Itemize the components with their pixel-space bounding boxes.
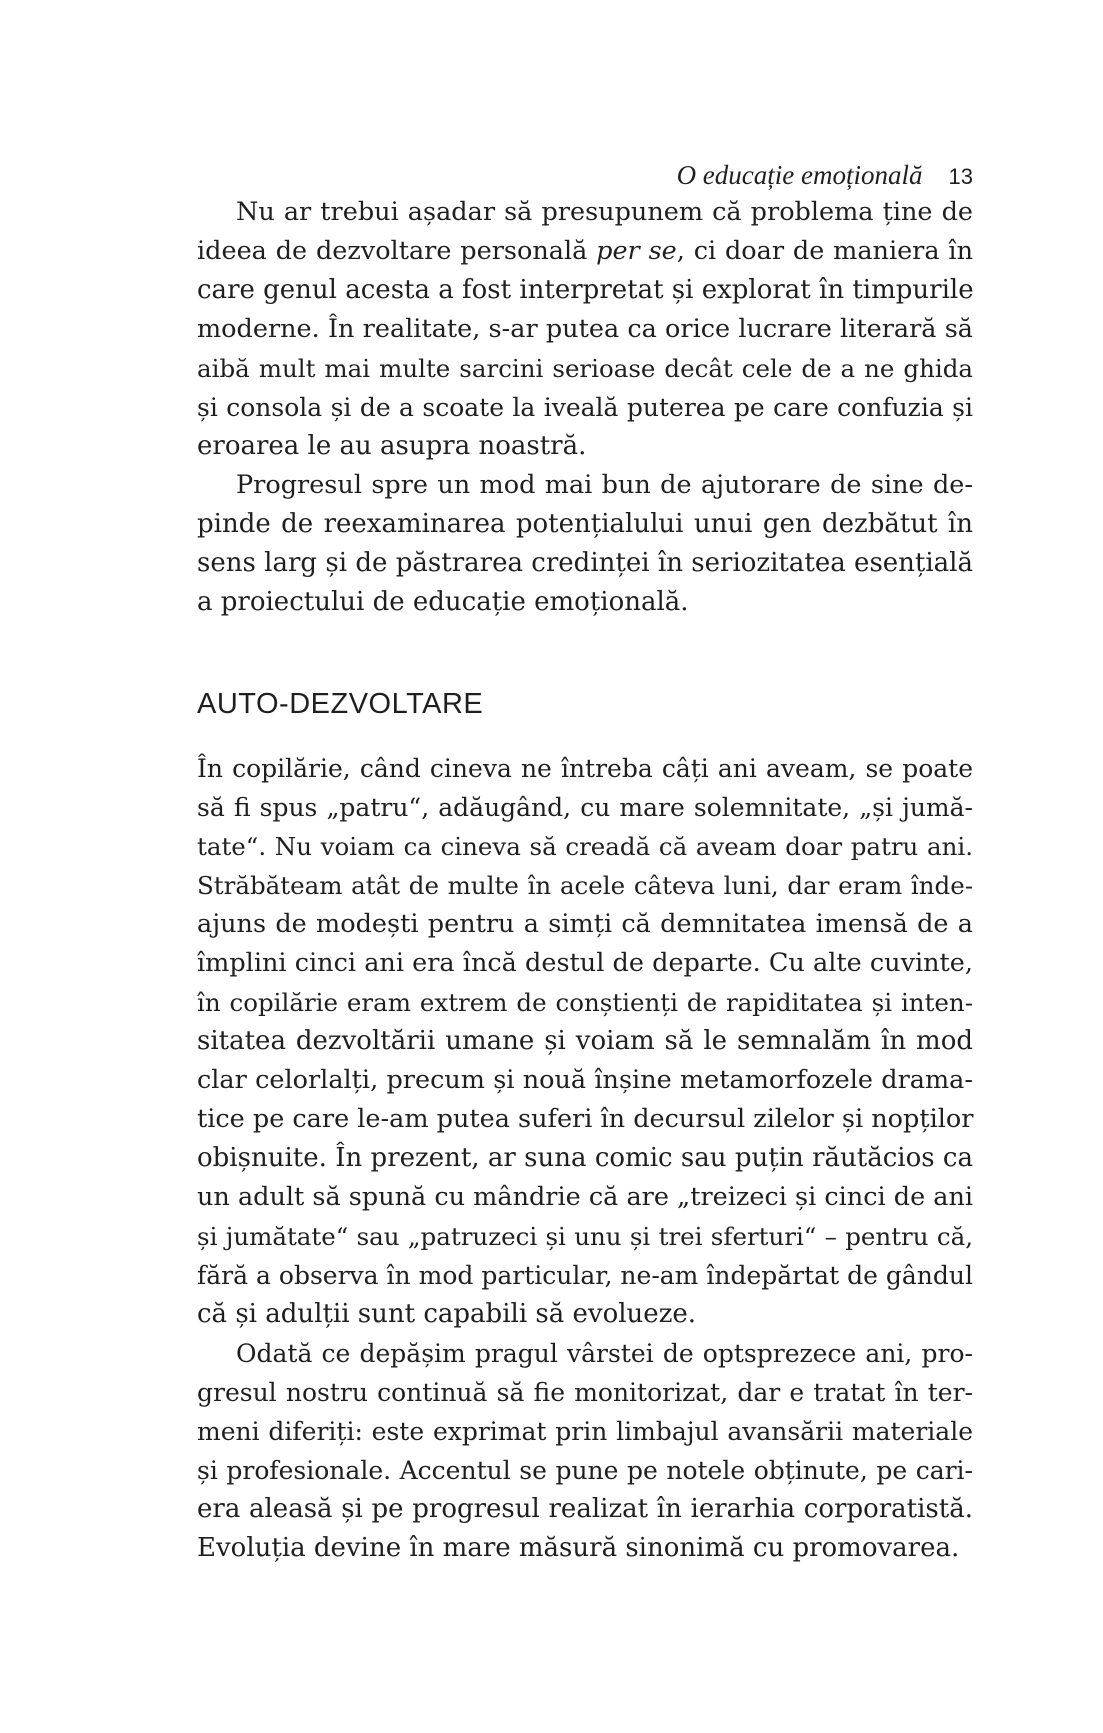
paragraph-line: și consola și de a scoate la iveală puterea pe care confuzia și <box>197 393 973 422</box>
paragraph-line: În copilărie, când cineva ne întreba câți ani aveam, se poate <box>197 754 973 783</box>
paragraph-line: eroarea le au asupra noastră. <box>197 431 587 461</box>
paragraph-line: să fi spus „patru“, adăugând, cu mare solemnitate, „și jumă- <box>197 793 973 822</box>
paragraph-line: sens larg și de păstrarea credinței în seriozitatea esențială <box>197 548 973 578</box>
paragraph-line: tice pe care le-am putea suferi în decursul zilelor și nopților <box>197 1104 974 1134</box>
paragraph-line: Străbăteam atât de multe în acele câteva luni, dar eram înde- <box>197 871 973 900</box>
paragraph-line: obișnuite. În prezent, ar suna comic sau puțin răutăcios ca <box>197 1143 973 1173</box>
paragraph-line: Progresul spre un mod mai bun de ajutorare de sine de- <box>236 470 973 500</box>
paragraph-line: fără a observa în mod particular, ne-am îndepărtat de gândul <box>197 1261 973 1290</box>
running-head-title: O educație emoțională <box>676 160 923 190</box>
paragraph-line: împlini cinci ani era încă destul de departe. Cu alte cuvinte, <box>197 948 973 978</box>
paragraph-line: aibă mult mai multe sarcini serioase decât cele de a ne ghida <box>197 354 973 383</box>
paragraph-line: și profesionale. Accentul se pune pe notele obținute, pe cari- <box>197 1456 973 1485</box>
paragraph-line: gresul nostru continuă să fie monitorizat, dar e tratat în ter- <box>197 1378 973 1407</box>
paragraph-line: tate“. Nu voiam ca cineva să creadă că aveam doar patru ani. <box>197 832 973 861</box>
section-heading: AUTO-DEZVOLTARE <box>197 688 484 720</box>
running-head <box>197 158 973 194</box>
page-number: 13 <box>948 164 973 189</box>
italic-phrase: per se <box>596 236 677 266</box>
paragraph-line: Evoluția devine în mare măsură sinonimă cu promovarea. <box>197 1533 960 1563</box>
paragraph-line: că și adulții sunt capabili să evolueze. <box>197 1299 697 1329</box>
paragraph-line: moderne. În realitate, s-ar putea ca orice lucrare literară să <box>197 314 973 344</box>
paragraph-line: clar celorlalți, precum și nouă înșine metamorfozele drama- <box>197 1065 973 1095</box>
paragraph-line: și jumătate“ sau „patruzeci și unu și trei sferturi“ – pentru că, <box>197 1222 973 1251</box>
paragraph-line: a proiectului de educație emoțională. <box>197 587 689 617</box>
paragraph-line <box>197 232 973 271</box>
paragraph-line: ajuns de modești pentru a simți că demnitatea imensă de a <box>197 909 973 939</box>
paragraph-line: pinde de reexaminarea potențialului unui gen dezbătut în <box>197 509 973 539</box>
paragraph-line: Odată ce depășim pragul vârstei de optsprezece ani, pro- <box>236 1339 973 1368</box>
paragraph-line: care genul acesta a fost interpretat și explorat în timpurile <box>197 275 974 305</box>
paragraph-line: sitatea dezvoltării umane și voiam să le semnalăm în mod <box>197 1026 973 1056</box>
paragraph-line: era aleasă și pe progresul realizat în ierarhia corporatistă. <box>197 1494 973 1524</box>
text-span: , ci doar de maniera în <box>676 236 973 266</box>
paragraph-line: Nu ar trebui așadar să presupunem că problema ține de <box>236 197 973 227</box>
paragraph-line: meni diferiți: este exprimat prin limbajul avansării materiale <box>197 1417 973 1446</box>
paragraph-line: în copilărie eram extrem de conștienți de rapiditatea și inten- <box>197 988 973 1017</box>
text-span: ideea de dezvoltare personală <box>197 236 597 266</box>
paragraph-line: un adult să spună cu mândrie că are „treizeci și cinci de ani <box>197 1182 974 1212</box>
